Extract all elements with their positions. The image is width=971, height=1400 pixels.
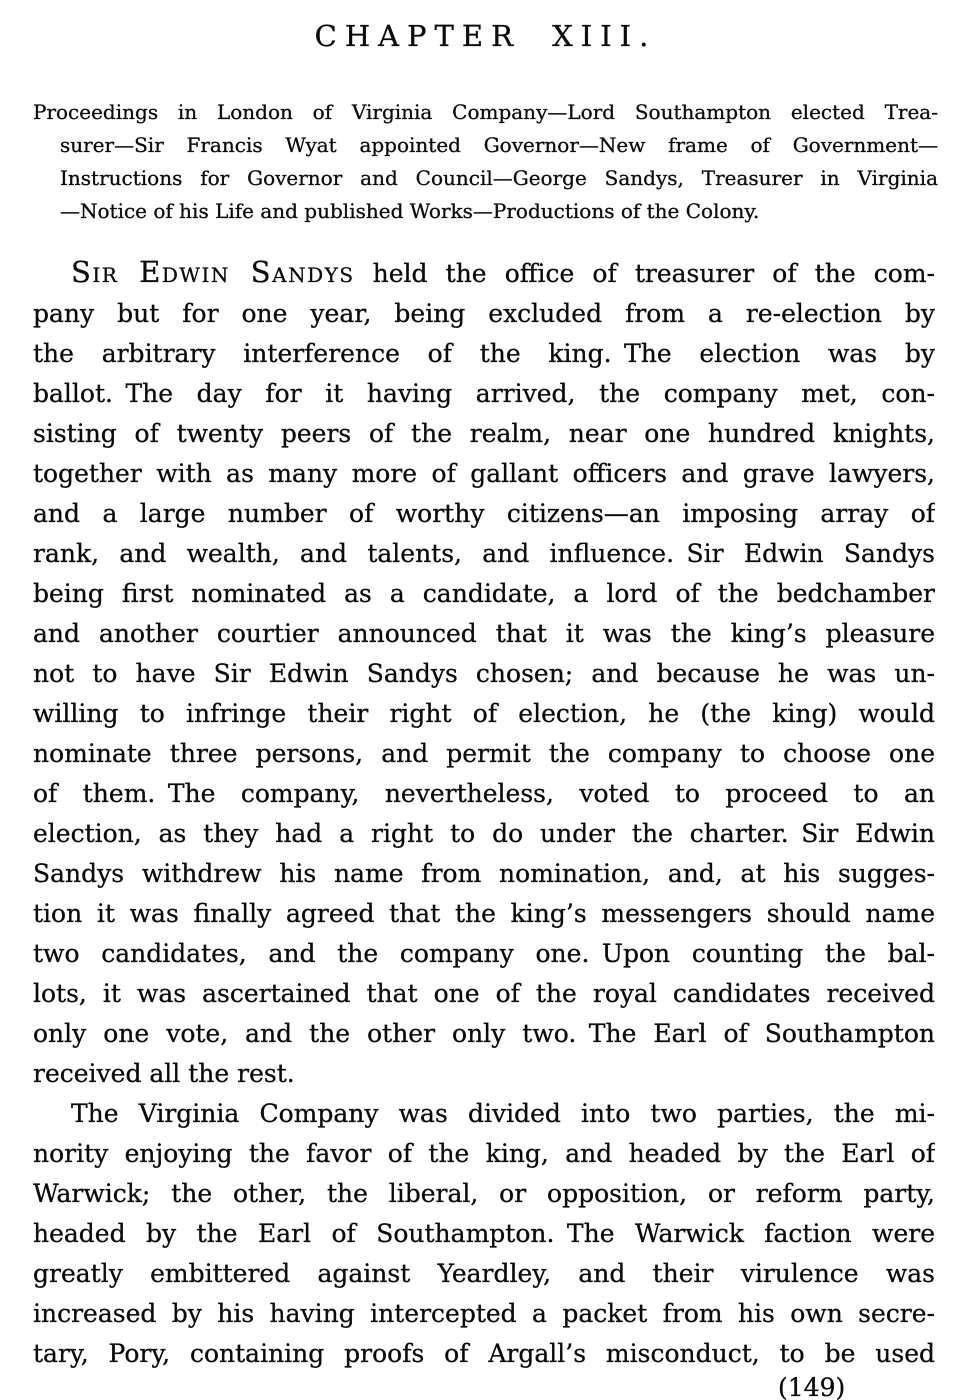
text-span: held the office of treasurer of the com- [354,259,935,288]
text-line: and another courtier announced that it was the king’s pleasure [33,619,935,648]
paragraph [33,1094,935,1374]
text-line: only one vote, and the other only two. The Earl of Southampton [33,1019,935,1048]
text-line: of them. The company, nevertheless, voted to proceed to an [33,779,935,808]
text-line: lots, it was ascertained that one of the royal candidates received [33,979,935,1008]
text-line: nominate three persons, and permit the company to choose one [33,739,935,768]
text-line: nority enjoying the favor of the king, and headed by the Earl of [33,1139,935,1168]
text-line: increased by his having intercepted a packet from his own secre- [33,1299,935,1328]
text-line: greatly embittered against Yeardley, and their virulence was [33,1259,935,1288]
text-line: Instructions for Governor and Council—George Sandys, Treasurer in Virginia [60,166,938,190]
text-line: ballot. The day for it having arrived, the company met, con- [33,379,935,408]
text-line: received all the rest. [33,1059,295,1088]
text-line: Sandys withdrew his name from nomination, and, at his sugges- [33,859,935,888]
text-line: Warwick; the other, the liberal, or opposition, or reform party, [33,1179,935,1208]
text-line: together with as many more of gallant officers and grave lawyers, [33,459,935,488]
text-line: pany but for one year, being excluded from a re-election by [33,299,935,328]
text-line: sisting of twenty peers of the realm, near one hundred knights, [33,419,935,448]
text-line: tary, Pory, containing proofs of Argall’s misconduct, to be used [33,1339,935,1368]
body-text [33,254,935,1374]
text-line: willing to infringe their right of election, he (the king) would [33,699,935,728]
text-line: two candidates, and the company one. Upon counting the bal- [33,939,935,968]
text-line: Proceedings in London of Virginia Company—Lord Southampton elected Trea- [33,100,938,124]
text-line: headed by the Earl of Southampton. The Warwick faction were [33,1219,935,1248]
chapter-heading: CHAPTER XIII. [314,19,657,53]
text-line: and a large number of worthy citizens—an imposing array of [33,499,935,528]
paragraph [33,254,935,1094]
text-line: being first nominated as a candidate, a lord of the bedchamber [33,579,935,608]
text-line [33,254,935,294]
lead-small-caps: Sir Edwin Sandys [71,255,355,289]
text-line: —Notice of his Life and published Works—Productions of the Colony. [60,199,760,223]
text-line: the arbitrary interference of the king. The election was by [33,339,935,368]
text-line: tion it was finally agreed that the king’s messengers should name [33,899,935,928]
text-line: not to have Sir Edwin Sandys chosen; and because he was un- [33,659,935,688]
page-number: (149) [778,1373,846,1400]
text-line: election, as they had a right to do under the charter. Sir Edwin [33,819,935,848]
text-line: The Virginia Company was divided into two parties, the mi- [71,1099,935,1128]
text-line: surer—Sir Francis Wyat appointed Governor—New frame of Government— [60,133,938,157]
text-line: rank, and wealth, and talents, and influence. Sir Edwin Sandys [33,539,935,568]
chapter-summary [33,96,938,228]
